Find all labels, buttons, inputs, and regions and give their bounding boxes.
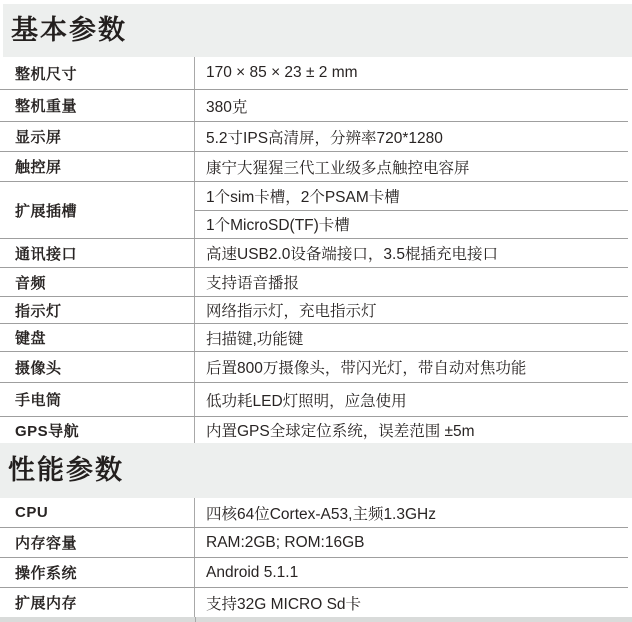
spec-value-cell xyxy=(195,152,628,181)
bottom-strip xyxy=(0,617,632,622)
spec-value: 内置GPS全球定位系统，误差范围 ±5m xyxy=(206,423,475,440)
spec-label: 整机重量 xyxy=(0,90,195,121)
table-row xyxy=(0,352,628,383)
spec-label: 触控屏 xyxy=(0,152,195,181)
spec-label: 内存容量 xyxy=(0,528,195,557)
spec-value-cell xyxy=(195,417,628,443)
table-row xyxy=(0,152,628,182)
spec-label: 通讯接口 xyxy=(0,239,195,267)
spec-value-cell xyxy=(195,297,628,323)
spec-label: 整机尺寸 xyxy=(0,57,195,89)
table-row xyxy=(0,588,628,617)
spec-value-cell xyxy=(195,57,628,89)
spec-value-cell xyxy=(195,268,628,296)
table-row xyxy=(0,383,628,417)
spec-value: 支持32G MICRO Sd卡 xyxy=(206,595,362,613)
spec-value-cell xyxy=(195,498,628,527)
spec-label: 扩展内存 xyxy=(0,588,195,617)
spec-value-cell xyxy=(195,324,628,351)
spec-value: 扫描键,功能键 xyxy=(206,330,304,348)
spec-label: 音频 xyxy=(0,268,195,296)
table-row xyxy=(0,528,628,558)
table-row xyxy=(0,498,628,528)
spec-value: Android 5.1.1 xyxy=(206,563,299,581)
spec-value: 5.2寸IPS高清屏，分辨率720*1280 xyxy=(206,129,443,147)
spec-value-cell xyxy=(195,182,628,238)
spec-value-cell xyxy=(195,239,628,267)
performance-params-table xyxy=(0,498,628,617)
spec-value-cell xyxy=(195,558,628,587)
section-header-performance xyxy=(0,443,632,498)
table-row xyxy=(0,297,628,324)
table-row xyxy=(0,558,628,588)
spec-label: CPU xyxy=(0,498,195,527)
spec-label: GPS导航 xyxy=(0,417,195,443)
spec-value: 1个sim卡槽，2个PSAM卡槽 xyxy=(195,182,628,211)
table-row xyxy=(0,268,628,297)
spec-label: 操作系统 xyxy=(0,558,195,587)
spec-value: 170 × 85 × 23 ± 2 mm xyxy=(206,64,358,81)
spec-label: 显示屏 xyxy=(0,122,195,151)
spec-value: 低功耗LED灯照明，应急使用 xyxy=(206,392,407,410)
spec-label: 键盘 xyxy=(0,324,195,351)
table-row xyxy=(0,182,628,239)
spec-value: 380克 xyxy=(206,98,248,116)
table-row xyxy=(0,90,628,122)
spec-label: 扩展插槽 xyxy=(0,182,195,238)
spec-value-cell xyxy=(195,383,628,416)
spec-value: RAM:2GB; ROM:16GB xyxy=(206,533,365,551)
section-header-basic xyxy=(0,0,632,57)
spec-value-cell xyxy=(195,90,628,121)
spec-label: 摄像头 xyxy=(0,352,195,382)
table-row xyxy=(0,122,628,152)
spec-label: 指示灯 xyxy=(0,297,195,323)
spec-value: 网络指示灯，充电指示灯 xyxy=(206,303,377,320)
spec-value: 四核64位Cortex-A53,主频1.3GHz xyxy=(206,505,436,523)
spec-label: 手电筒 xyxy=(0,383,195,416)
spec-value: 后置800万摄像头，带闪光灯，带自动对焦功能 xyxy=(206,360,527,377)
spec-value-cell xyxy=(195,528,628,557)
spec-value-cell xyxy=(195,352,628,382)
section-title-performance: 性能参数 xyxy=(8,455,124,485)
spec-value-cell xyxy=(195,588,628,617)
spec-value: 高速USB2.0设备端接口，3.5棍插充电接口 xyxy=(206,246,498,263)
table-row xyxy=(0,417,628,443)
basic-params-table xyxy=(0,57,628,443)
section-title-basic: 基本参数 xyxy=(11,15,127,45)
spec-value: 1个MicroSD(TF)卡槽 xyxy=(206,217,350,235)
table-row xyxy=(0,239,628,268)
table-row xyxy=(0,57,628,90)
spec-value: 康宁大猩猩三代工业级多点触控电容屏 xyxy=(206,159,470,177)
table-row xyxy=(0,324,628,352)
spec-value-cell xyxy=(195,122,628,151)
spec-value: 支持语音播报 xyxy=(206,275,300,292)
